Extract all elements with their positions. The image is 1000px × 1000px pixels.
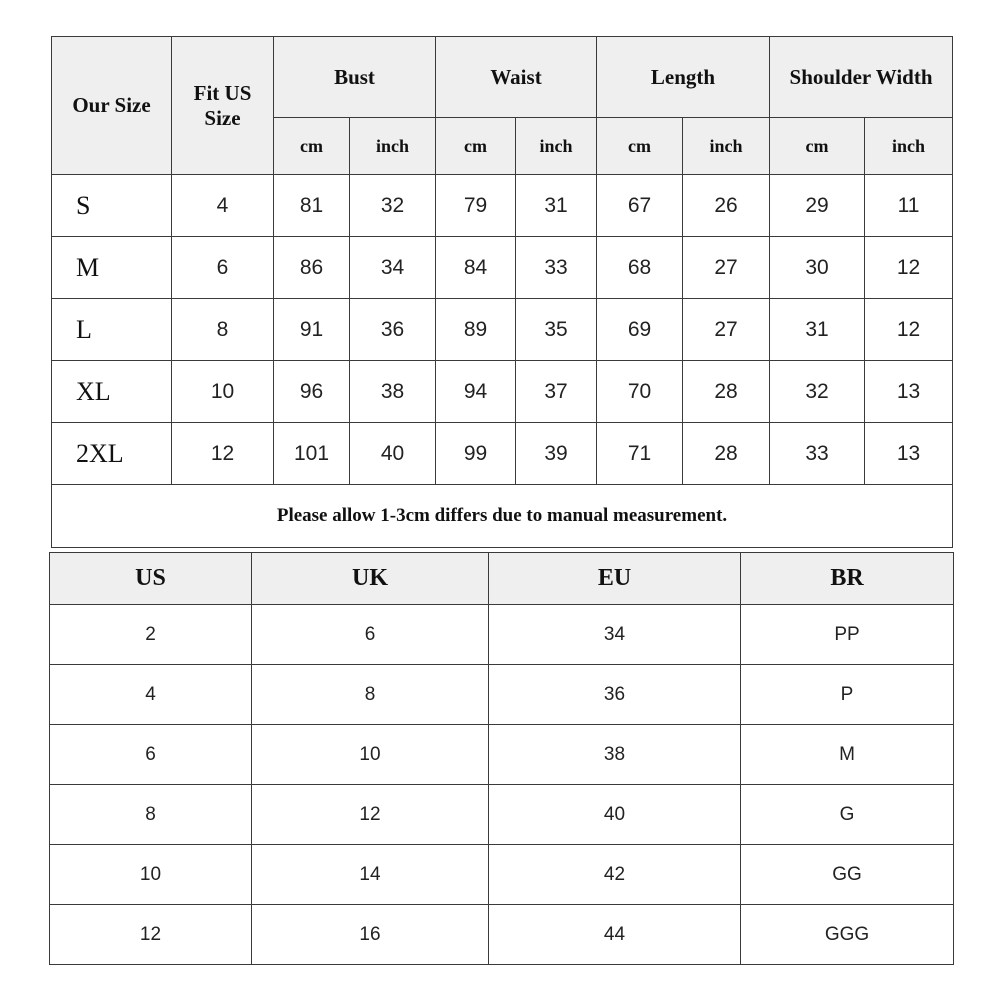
uk-cell: 16 — [252, 905, 489, 965]
us-cell: 8 — [50, 785, 252, 845]
uk-cell: 6 — [252, 605, 489, 665]
uk-header: UK — [252, 553, 489, 605]
br-cell: GGG — [741, 905, 954, 965]
br-cell: G — [741, 785, 954, 845]
waist-cm-cell: 94 — [436, 361, 516, 423]
shoulder-cm-header: cm — [770, 118, 865, 175]
br-header: BR — [741, 553, 954, 605]
our-size-header: Our Size — [52, 37, 172, 175]
size-chart-table — [51, 36, 953, 548]
bust-inch-header: inch — [350, 118, 436, 175]
eu-cell: 44 — [489, 905, 741, 965]
bust-cm-cell: 91 — [274, 299, 350, 361]
bust-inch-cell: 40 — [350, 423, 436, 485]
our-size-cell: 2XL — [52, 423, 172, 485]
eu-cell: 42 — [489, 845, 741, 905]
shoulder-inch-cell: 13 — [865, 423, 953, 485]
uk-cell: 14 — [252, 845, 489, 905]
shoulder-cm-cell: 31 — [770, 299, 865, 361]
shoulder-cm-cell: 33 — [770, 423, 865, 485]
table-row — [50, 725, 954, 785]
table-row — [52, 237, 953, 299]
fit-us-size-header — [172, 37, 274, 175]
waist-inch-cell: 37 — [516, 361, 597, 423]
size-chart-header-row — [52, 37, 953, 118]
waist-inch-cell: 33 — [516, 237, 597, 299]
table-row — [50, 905, 954, 965]
us-size-cell: 6 — [172, 237, 274, 299]
our-size-cell: S — [52, 175, 172, 237]
shoulder-cm-cell: 29 — [770, 175, 865, 237]
bust-cm-cell: 81 — [274, 175, 350, 237]
fit-us-size-header-line1: Fit US — [193, 80, 252, 105]
length-cm-header: cm — [597, 118, 683, 175]
length-inch-header: inch — [683, 118, 770, 175]
bust-cm-cell: 86 — [274, 237, 350, 299]
eu-cell: 40 — [489, 785, 741, 845]
us-size-cell: 8 — [172, 299, 274, 361]
our-size-cell: M — [52, 237, 172, 299]
waist-cm-cell: 99 — [436, 423, 516, 485]
br-cell: P — [741, 665, 954, 725]
table-row — [52, 423, 953, 485]
us-header: US — [50, 553, 252, 605]
shoulder-width-header: Shoulder Width — [770, 37, 953, 118]
shoulder-cm-cell: 30 — [770, 237, 865, 299]
bust-cm-cell: 96 — [274, 361, 350, 423]
length-inch-cell: 26 — [683, 175, 770, 237]
shoulder-inch-cell: 13 — [865, 361, 953, 423]
us-cell: 6 — [50, 725, 252, 785]
table-row — [50, 605, 954, 665]
waist-header: Waist — [436, 37, 597, 118]
us-cell: 2 — [50, 605, 252, 665]
waist-inch-cell: 35 — [516, 299, 597, 361]
bust-inch-cell: 34 — [350, 237, 436, 299]
waist-inch-header: inch — [516, 118, 597, 175]
shoulder-inch-cell: 12 — [865, 299, 953, 361]
shoulder-inch-header: inch — [865, 118, 953, 175]
table-row — [52, 361, 953, 423]
bust-inch-cell: 32 — [350, 175, 436, 237]
length-header: Length — [597, 37, 770, 118]
bust-inch-cell: 36 — [350, 299, 436, 361]
our-size-cell: XL — [52, 361, 172, 423]
us-cell: 12 — [50, 905, 252, 965]
length-inch-cell: 28 — [683, 423, 770, 485]
bust-cm-header: cm — [274, 118, 350, 175]
bust-header: Bust — [274, 37, 436, 118]
length-inch-cell: 27 — [683, 237, 770, 299]
us-size-cell: 10 — [172, 361, 274, 423]
shoulder-inch-cell: 11 — [865, 175, 953, 237]
size-conversion-table — [49, 552, 954, 965]
length-inch-cell: 28 — [683, 361, 770, 423]
eu-cell: 34 — [489, 605, 741, 665]
waist-cm-cell: 89 — [436, 299, 516, 361]
length-cm-cell: 67 — [597, 175, 683, 237]
waist-inch-cell: 39 — [516, 423, 597, 485]
table-row — [52, 175, 953, 237]
us-cell: 4 — [50, 665, 252, 725]
waist-cm-header: cm — [436, 118, 516, 175]
bust-cm-cell: 101 — [274, 423, 350, 485]
eu-cell: 38 — [489, 725, 741, 785]
us-cell: 10 — [50, 845, 252, 905]
shoulder-cm-cell: 32 — [770, 361, 865, 423]
eu-header: EU — [489, 553, 741, 605]
table-row — [52, 299, 953, 361]
table-row — [50, 845, 954, 905]
measurement-note: Please allow 1-3cm differs due to manual measurement. — [52, 485, 953, 548]
uk-cell: 8 — [252, 665, 489, 725]
waist-inch-cell: 31 — [516, 175, 597, 237]
uk-cell: 12 — [252, 785, 489, 845]
fit-us-size-header-line2: Size — [204, 105, 241, 130]
length-cm-cell: 68 — [597, 237, 683, 299]
br-cell: GG — [741, 845, 954, 905]
br-cell: PP — [741, 605, 954, 665]
waist-cm-cell: 84 — [436, 237, 516, 299]
conversion-header-row — [50, 553, 954, 605]
eu-cell: 36 — [489, 665, 741, 725]
length-inch-cell: 27 — [683, 299, 770, 361]
uk-cell: 10 — [252, 725, 489, 785]
our-size-cell: L — [52, 299, 172, 361]
us-size-cell: 4 — [172, 175, 274, 237]
bust-inch-cell: 38 — [350, 361, 436, 423]
length-cm-cell: 69 — [597, 299, 683, 361]
length-cm-cell: 70 — [597, 361, 683, 423]
us-size-cell: 12 — [172, 423, 274, 485]
waist-cm-cell: 79 — [436, 175, 516, 237]
length-cm-cell: 71 — [597, 423, 683, 485]
table-row — [50, 665, 954, 725]
br-cell: M — [741, 725, 954, 785]
table-row — [50, 785, 954, 845]
note-row — [52, 485, 953, 548]
shoulder-inch-cell: 12 — [865, 237, 953, 299]
